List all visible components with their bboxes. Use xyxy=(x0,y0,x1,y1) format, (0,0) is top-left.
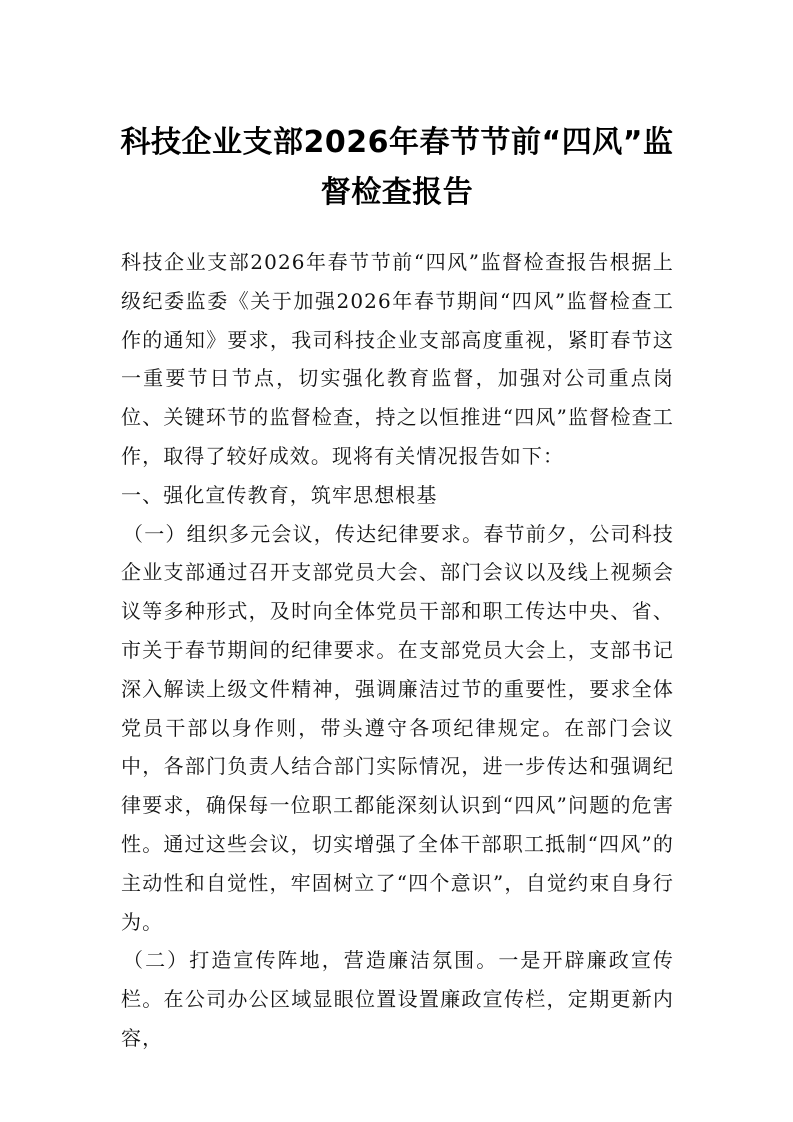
subsection-paragraph-1: （一）组织多元会议，传达纪律要求。春节前夕，公司科技企业支部通过召开支部党员大会、部门会议以及线上视频会议等多种形式，及时向全体党员干部和职工传达中央、省、市关于春节期间的纪律要求。在支部党员大会上，支部书记深入解读上级文件精神，强调廉洁过节的重要性，要求全体党员干部以身作则，带头遵守各项纪律规定。在部门会议中，各部门负责人结合部门实际情况，进一步传达和强调纪律要求，确保每一位职工都能深刻认识到“四风”问题的危害性。通过这些会议，切实增强了全体干部职工抵制“四风”的主动性和自觉性，牢固树立了“四个意识”，自觉约束自身行为。 xyxy=(121,521,674,934)
document-title: 科技企业支部2026年春节节前“四风”监督检查报告 xyxy=(120,125,674,210)
intro-paragraph: 科技企业支部2026年春节节前“四风”监督检查报告根据上级纪委监委《关于加强2026年春节期间“四风”监督检查工作的通知》要求，我司科技企业支部高度重视，紧盯春节这一重要节日节点，切实强化教育监督，加强对公司重点岗位、关键环节的监督检查，持之以恒推进“四风”监督检查工作，取得了较好成效。现将有关情况报告如下： xyxy=(121,250,674,468)
section-heading-1: 一、强化宣传教育，筑牢思想根基 xyxy=(121,482,438,507)
subsection-paragraph-2: （二）打造宣传阵地，营造廉洁氛围。一是开辟廉政宣传栏。在公司办公区域显眼位置设置廉政宣传栏，定期更新内容， xyxy=(121,948,674,1050)
document-body xyxy=(121,243,674,1058)
